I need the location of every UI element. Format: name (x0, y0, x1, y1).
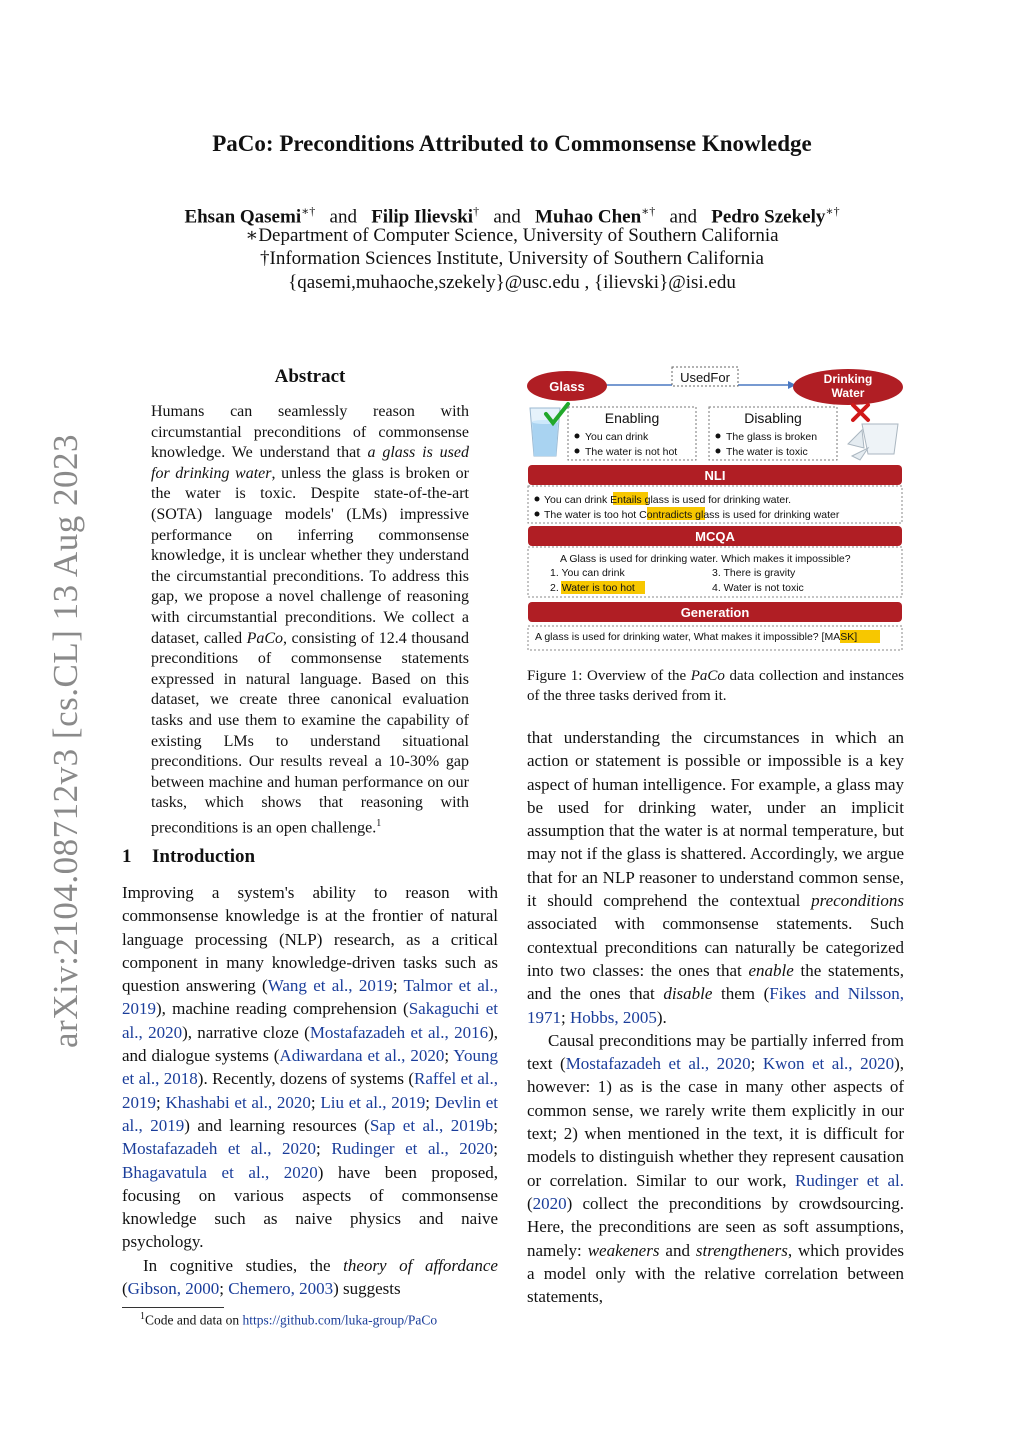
citation-link[interactable]: 2020 (532, 1193, 567, 1213)
bullet-icon (575, 449, 580, 454)
cross-icon (853, 405, 868, 420)
text: Causal preconditions may be partially inferred from text ( (527, 1030, 904, 1074)
citation-link[interactable]: Rudinger et al., 2020 (331, 1139, 494, 1159)
bullet-icon (716, 449, 721, 454)
text: that understanding the circumstances in which an action or statement is possible or impossible is a key aspect of human intelligence. For example, a glass may be used for drinking water, under an implicit assumption that the water is at normal temperature, but may not if the glass is shattered. Accordingly, we argue that for an NLP reasoner to understand common sense, it should comprehend the contextual (527, 728, 904, 911)
arxiv-stamp: arXiv:2104.08712v3 [cs.CL] 13 Aug 2023 (46, 434, 85, 1048)
generation-title: Generation (680, 605, 750, 620)
text: the statements, and the ones that (527, 960, 904, 1004)
emphasis: enable (748, 960, 794, 980)
citation-link[interactable]: Chemero, 2003 (228, 1279, 334, 1299)
author-mark: † (473, 204, 480, 218)
footnote-text: Code and data on (145, 1312, 243, 1328)
text: ; (444, 1046, 454, 1066)
footnote-rule (122, 1307, 224, 1308)
author-name: Filip Ilievski (371, 206, 474, 228)
emphasis: preconditions (811, 891, 904, 911)
mcqa-option: 1. You can drink (550, 567, 625, 579)
broken-glass-icon (848, 424, 898, 460)
paper-title: PaCo: Preconditions Attributed to Commonsense Knowledge (212, 131, 812, 156)
node-glass-label: Glass (549, 379, 585, 394)
author-emails: {qasemi,muhaoche,szekely}@usc.edu , {ilievski}@isi.edu (288, 272, 736, 293)
author-mark: ∗† (641, 204, 656, 218)
text: ; (219, 1279, 229, 1299)
citation-link[interactable]: Hobbs, 2005 (569, 1007, 657, 1027)
text: ) and learning resources ( (184, 1115, 370, 1135)
emphasis: strengtheners (695, 1240, 788, 1260)
citation-link[interactable]: Talmor et al., 2019 (122, 976, 498, 1019)
text: data collection and instances of the three tasks derived from it. (527, 668, 904, 704)
citation-link[interactable]: Khashabi et al., 2020 (165, 1092, 311, 1112)
text: ) suggests (333, 1279, 401, 1299)
node-water-label: Water (831, 386, 865, 400)
text: ). Recently, dozens of systems ( (197, 1069, 415, 1089)
text: ; (493, 1139, 498, 1159)
author-name: Muhao Chen (535, 206, 642, 228)
text: ) have been proposed, focusing on various aspects of commonsense knowledge such as naive physics and naive psychology. (122, 1162, 498, 1252)
generation-prompt: A glass is used for drinking water, What makes it impossible? [MASK] (535, 631, 858, 643)
footnote-link[interactable]: https://github.com/luka-group/PaCo (242, 1312, 438, 1328)
abstract-emphasis: PaCo (246, 629, 284, 647)
footnote (140, 1311, 437, 1329)
text: and (659, 1240, 696, 1260)
bullet-icon (575, 434, 580, 439)
affiliation: †Information Sciences Institute, University of Southern California (260, 248, 764, 269)
mcqa-option: 3. There is gravity (712, 567, 796, 579)
author-and: and (329, 206, 357, 228)
citation-link[interactable]: Raffel et al., 2019 (122, 1069, 498, 1112)
disabling-title: Disabling (744, 410, 802, 426)
citation-link[interactable]: Mostafazadeh et al., 2020 (565, 1054, 751, 1074)
emphasis: weakeners (587, 1240, 660, 1260)
citation-link[interactable]: Mostafazadeh et al., 2016 (309, 1022, 489, 1042)
emphasis: disable (663, 984, 713, 1004)
abstract-text: , unless the glass is broken or the water is toxic. Despite state-of-the-art (SOTA) language models' (LMs) impressive performance on inferring commonsense knowledge, it is unclear whether they understand the circumstantial preconditions. To address this gap, we propose a novel challenge of reasoning with circumstantial preconditions. We collect a dataset, called (151, 464, 469, 647)
citation-link[interactable]: Devlin et al., 2019 (122, 1092, 498, 1135)
author-name: Ehsan Qasemi (184, 206, 302, 228)
enabling-item: The water is not hot (585, 446, 678, 458)
citation-link[interactable]: Rudinger et al. (795, 1170, 904, 1190)
author-mark: ∗† (301, 204, 316, 218)
disabling-item: The glass is broken (726, 431, 818, 443)
text: Figure 1: Overview of the (527, 668, 691, 684)
paragraph (527, 1029, 904, 1309)
intro-right-column (527, 726, 904, 1308)
text: ; (750, 1054, 763, 1074)
text: ( (122, 1279, 128, 1299)
nli-title: NLI (704, 468, 726, 483)
enabling-title: Enabling (604, 410, 660, 426)
nli-example: You can drink Entails glass is used for drinking water. (544, 494, 792, 506)
citation-link[interactable]: Mostafazadeh et al., 2020 (122, 1139, 317, 1159)
text: them ( (712, 984, 770, 1004)
author-and: and (493, 206, 521, 228)
bullet-icon (716, 434, 721, 439)
section-title: Introduction (152, 846, 256, 867)
bullet-icon (535, 497, 540, 502)
abstract-text: , consisting of 12.4 thousand preconditions of commonsense statements expressed in natural language. Based on this dataset, we create three canonical evaluation tasks and use them to examine the capability of existing LMs to understand situational preconditions. Our results reveal a 10-30% gap between machine and human performance on our tasks, which shows that reasoning with preconditions is an open challenge. (151, 629, 469, 837)
author-name: Pedro Szekely (711, 206, 826, 228)
abstract-body (151, 402, 469, 839)
nli-example: The water is too hot Contradicts glass is used for drinking water (544, 509, 840, 521)
text: ; (316, 1139, 332, 1159)
text: associated with commonsense statements. Such contextual preconditions can naturally be categorized into two classes: the ones that (527, 914, 904, 980)
paragraph (122, 1254, 498, 1301)
text: , which provides a model only with the relative correlation between statements, (527, 1240, 905, 1307)
citation-link[interactable]: Adiwardana et al., 2020 (279, 1046, 445, 1066)
text: ; (425, 1092, 435, 1112)
mcqa-question: A Glass is used for drinking water. Which makes it impossible? (560, 553, 851, 565)
abstract-heading: Abstract (274, 366, 346, 387)
text: ; (561, 1007, 570, 1027)
citation-link[interactable]: Bhagavatula et al., 2020 (122, 1162, 318, 1182)
text: In cognitive studies, the (143, 1255, 344, 1275)
paragraph (527, 726, 904, 1029)
author-and: and (669, 206, 697, 228)
text: ). (656, 1007, 667, 1027)
section-heading (122, 846, 255, 868)
citation-link[interactable]: Sap et al., 2019b (369, 1115, 494, 1135)
intro-left-column (122, 881, 498, 1300)
text: ), machine reading comprehension ( (156, 999, 409, 1019)
mcqa-title: MCQA (695, 529, 735, 544)
text: ; (493, 1115, 498, 1135)
text: Improving a system's ability to reason with commonsense knowledge is at the frontier of natural language processing (NLP) research, as a critical component in many knowledge-driven tasks such as question answering ( (122, 883, 498, 996)
figure-caption (527, 666, 904, 706)
disabling-item: The water is toxic (726, 446, 808, 458)
text: ), however: 1) as is the case in many other aspects of common sense, we rarely write them explicitly in our text; 2) when mentioned in the text, it is difficult for models to distinguish whether they represent causation or correlation. Similar to our work, (527, 1054, 904, 1190)
footnote-mark: 1 (140, 1311, 145, 1322)
text: ), narrative cloze ( (182, 1022, 310, 1042)
text: ) collect the preconditions by crowdsourcing. Here, the preconditions are seen as soft assumptions, namely: (527, 1193, 904, 1260)
figure-1-diagram (526, 364, 906, 654)
text: ; (310, 1092, 321, 1112)
author-mark: ∗† (825, 204, 840, 218)
text: ; (156, 1092, 166, 1112)
text: ( (527, 1193, 533, 1213)
footnote-marker: 1 (376, 817, 382, 829)
mcqa-option: 4. Water is not toxic (712, 582, 804, 594)
mcqa-option: 2. Water is too hot (550, 582, 635, 594)
citation-link[interactable]: Fikes and Nilsson, 1971 (527, 984, 905, 1027)
abstract-emphasis: a glass is used for drinking water (151, 444, 469, 482)
paragraph (122, 881, 498, 1254)
abstract-text: Humans can seamlessly reason with circumstantial preconditions of commonsense knowledge. We understand that (151, 403, 469, 462)
text: ; (392, 976, 404, 996)
node-water-label: Drinking (823, 372, 873, 386)
enabling-item: You can drink (585, 431, 649, 443)
citation-link[interactable]: Gibson, 2000 (127, 1279, 220, 1299)
emphasis: PaCo (690, 668, 725, 684)
citation-link[interactable]: Young et al., 2018 (122, 1046, 498, 1089)
text: ), and dialogue systems ( (122, 1022, 498, 1066)
citation-link[interactable]: Kwon et al., 2020 (762, 1054, 895, 1074)
affiliation: ∗Department of Computer Science, University of Southern California (245, 225, 779, 246)
citation-link[interactable]: Sakaguchi et al., 2020 (122, 999, 498, 1042)
citation-link[interactable]: Liu et al., 2019 (320, 1092, 426, 1112)
emphasis: theory of affordance (343, 1255, 498, 1275)
relation-label: UsedFor (680, 370, 730, 385)
citation-link[interactable]: Wang et al., 2019 (267, 976, 393, 996)
bullet-icon (535, 512, 540, 517)
section-number: 1 (122, 846, 132, 867)
